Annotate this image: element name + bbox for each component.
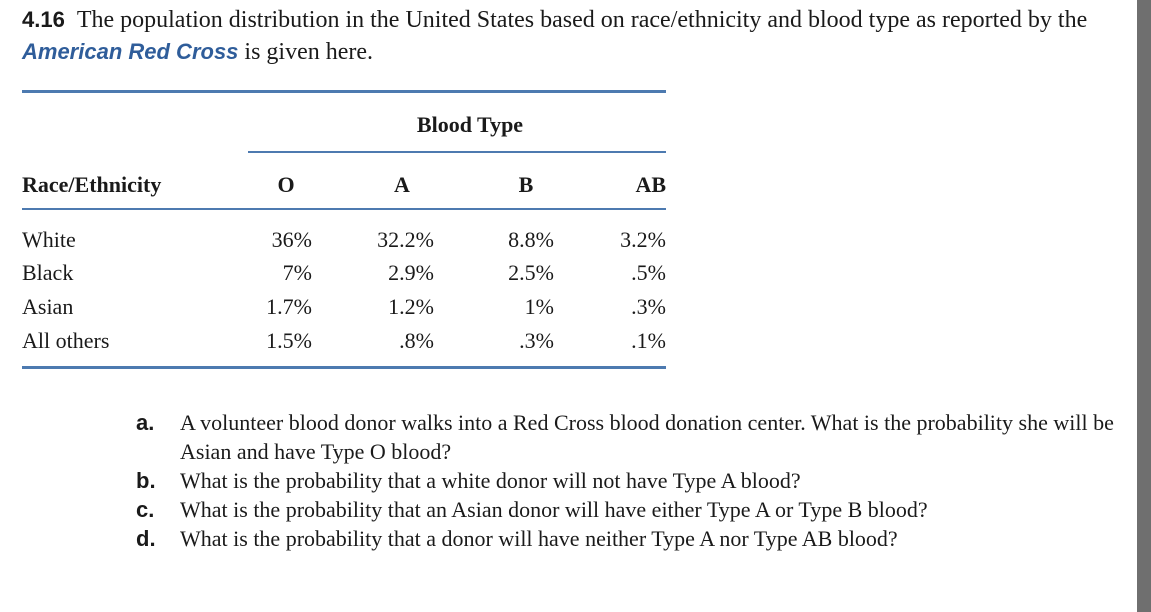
question-list — [136, 408, 1136, 553]
cell-asian-b: 1% — [524, 294, 554, 319]
question-c — [136, 495, 1136, 524]
cell-asian-ab: .3% — [631, 294, 666, 319]
question-a — [136, 408, 1136, 466]
row-label-black: Black — [22, 260, 74, 285]
question-text: What is the probability that a donor will have neither Type A nor Type AB blood? — [180, 526, 898, 551]
cell-white-b: 8.8% — [508, 227, 554, 252]
table-top-rule — [22, 90, 666, 93]
intro-text: The population distribution in the United States based on race/ethnicity and blood type as reported by the — [76, 7, 1088, 33]
group-header-rule — [248, 151, 666, 153]
problem-statement — [22, 4, 1132, 68]
cell-asian-o: 1.7% — [266, 294, 312, 319]
blood-type-group-header: Blood Type — [416, 112, 524, 137]
question-letter: b. — [136, 468, 156, 493]
header-bottom-rule — [22, 208, 666, 210]
row-label-asian: Asian — [22, 294, 74, 319]
cell-all-others-a: .8% — [399, 328, 434, 353]
cell-all-others-o: 1.5% — [266, 328, 312, 353]
intro-text-end: is given here. — [238, 39, 374, 65]
cell-black-ab: .5% — [631, 260, 666, 285]
cell-black-b: 2.5% — [508, 260, 554, 285]
cell-white-a: 32.2% — [377, 227, 434, 252]
row-header: Race/Ethnicity — [22, 172, 162, 197]
col-header-o: O — [277, 172, 295, 197]
table-bottom-rule — [22, 366, 666, 369]
col-header-a: A — [394, 172, 410, 197]
question-d — [136, 524, 1136, 553]
cell-white-o: 36% — [271, 227, 312, 252]
col-header-ab: AB — [635, 172, 666, 197]
question-letter: a. — [136, 410, 155, 435]
question-text: A volunteer blood donor walks into a Red Cross blood donation center. What is the probability she will be Asian and have Type O blood? — [180, 410, 1114, 464]
col-header-b: B — [518, 172, 534, 197]
question-letter: d. — [136, 526, 156, 551]
cell-black-a: 2.9% — [388, 260, 434, 285]
page-edge-bar — [1137, 0, 1151, 612]
cell-black-o: 7% — [282, 260, 312, 285]
cell-asian-a: 1.2% — [388, 294, 434, 319]
row-label-all-others: All others — [22, 328, 110, 353]
cell-all-others-b: .3% — [519, 328, 554, 353]
cell-all-others-ab: .1% — [631, 328, 666, 353]
cell-white-ab: 3.2% — [620, 227, 666, 252]
row-label-white: White — [22, 227, 76, 252]
problem-number: 4.16 — [22, 7, 65, 32]
question-text: What is the probability that a white donor will not have Type A blood? — [180, 468, 801, 493]
source-name: American Red Cross — [22, 39, 239, 64]
question-b — [136, 466, 1136, 495]
question-letter: c. — [136, 497, 155, 522]
question-text: What is the probability that an Asian donor will have either Type A or Type B blood? — [180, 497, 928, 522]
